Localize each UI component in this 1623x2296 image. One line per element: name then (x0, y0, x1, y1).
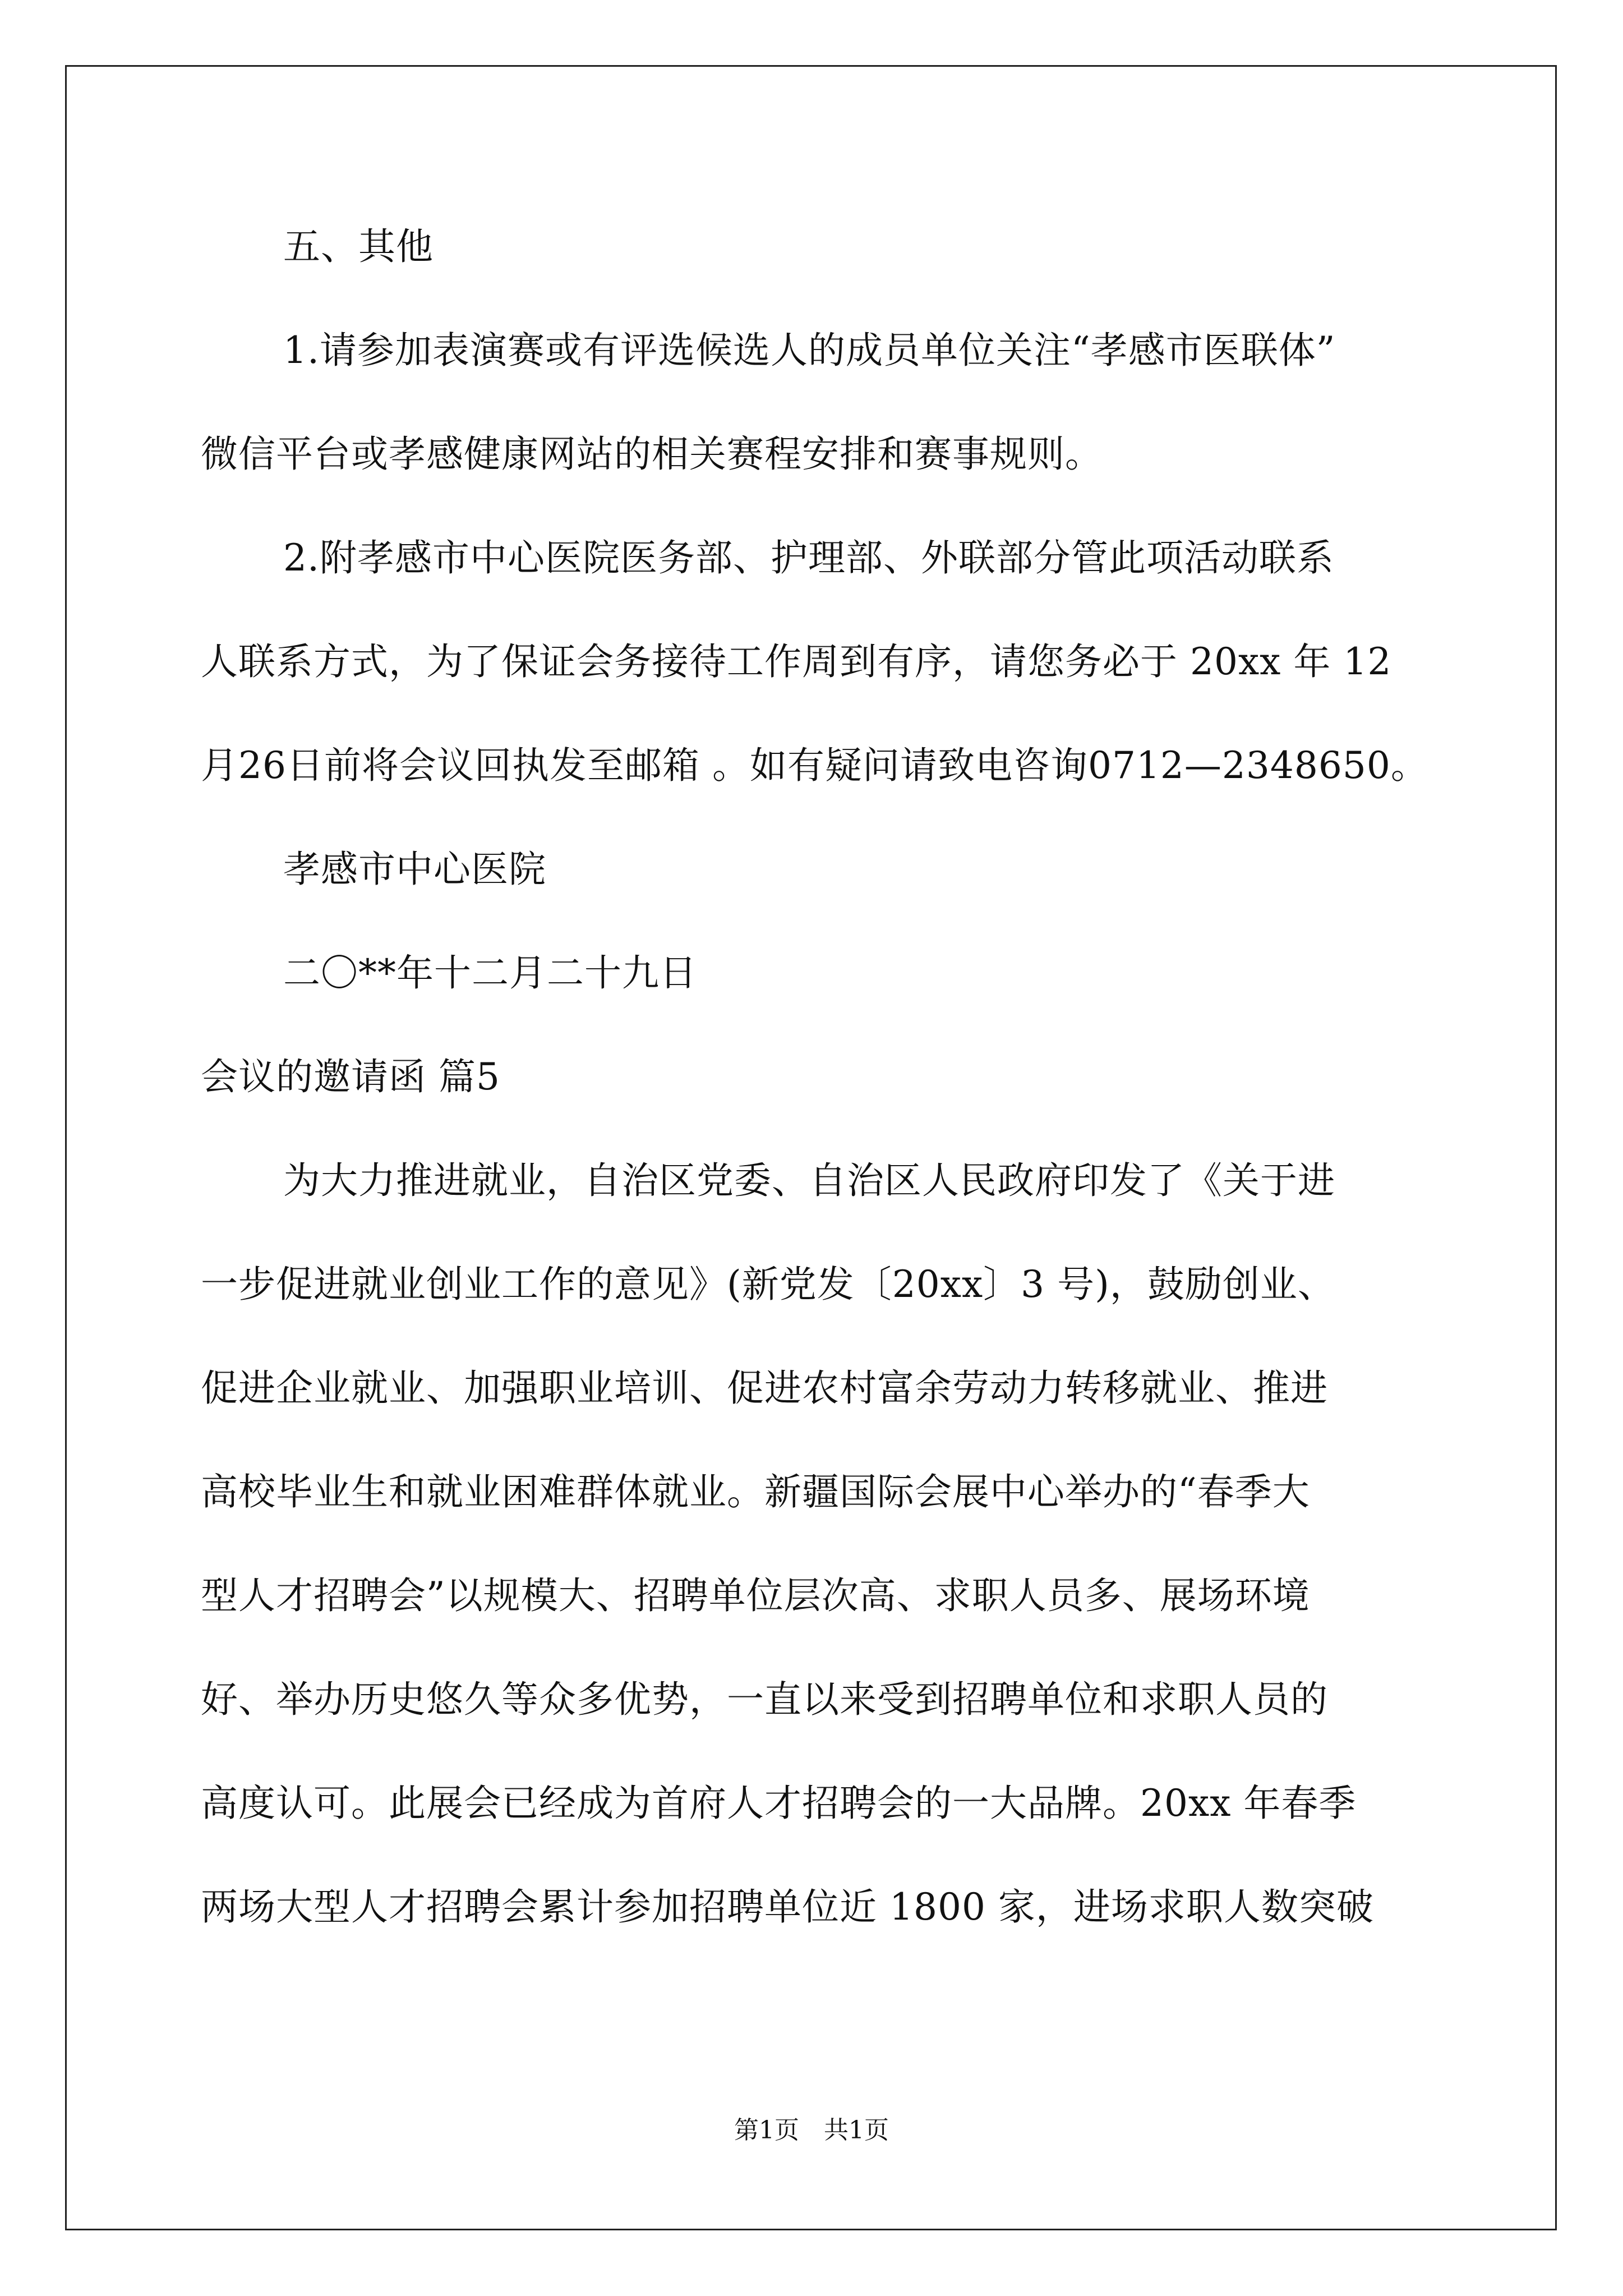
paragraph-line: 微信平台或孝感健康网站的相关赛程安排和赛事规则。 (201, 432, 1103, 476)
paragraph-line: 月26日前将会议回执发至邮箱 。如有疑问请致电咨询0712—2348650。 (201, 744, 1428, 787)
section-heading: 五、其他 (283, 225, 434, 268)
paragraph-line: 人联系方式，为了保证会务接待工作周到有序，请您务必于 20xx 年 12 (201, 640, 1392, 683)
paragraph-line: 好、举办历史悠久等众多优势，一直以来受到招聘单位和求职人员的 (201, 1678, 1328, 1721)
paragraph-line: 1.请参加表演赛或有评选候选人的成员单位关注“孝感市医联体” (283, 329, 1336, 372)
signature-date: 二〇**年十二月二十九日 (283, 951, 697, 995)
section-title: 会议的邀请函 篇5 (201, 1055, 500, 1098)
paragraph-line: 2.附孝感市中心医院医务部、护理部、外联部分管此项活动联系 (283, 536, 1334, 579)
paragraph-line: 型人才招聘会”以规模大、招聘单位层次高、求职人员多、展场环境 (201, 1574, 1310, 1617)
paragraph-line: 高校毕业生和就业困难群体就业。新疆国际会展中心举办的“春季大 (201, 1470, 1310, 1513)
paragraph-line: 为大力推进就业，自治区党委、自治区人民政府印发了《关于进 (283, 1159, 1335, 1202)
paragraph-line: 促进企业就业、加强职业培训、促进农村富余劳动力转移就业、推进 (201, 1366, 1328, 1410)
paragraph-line: 两场大型人才招聘会累计参加招聘单位近 1800 家，进场求职人数突破 (201, 1885, 1374, 1929)
signature-organization: 孝感市中心医院 (283, 848, 546, 891)
page-number-footer: 第1页 共1页 (734, 2116, 889, 2145)
paragraph-line: 高度认可。此展会已经成为首府人才招聘会的一大品牌。20xx 年春季 (201, 1782, 1357, 1825)
paragraph-line: 一步促进就业创业工作的意见》(新党发〔20xx〕3 号)，鼓励创业、 (201, 1263, 1335, 1306)
